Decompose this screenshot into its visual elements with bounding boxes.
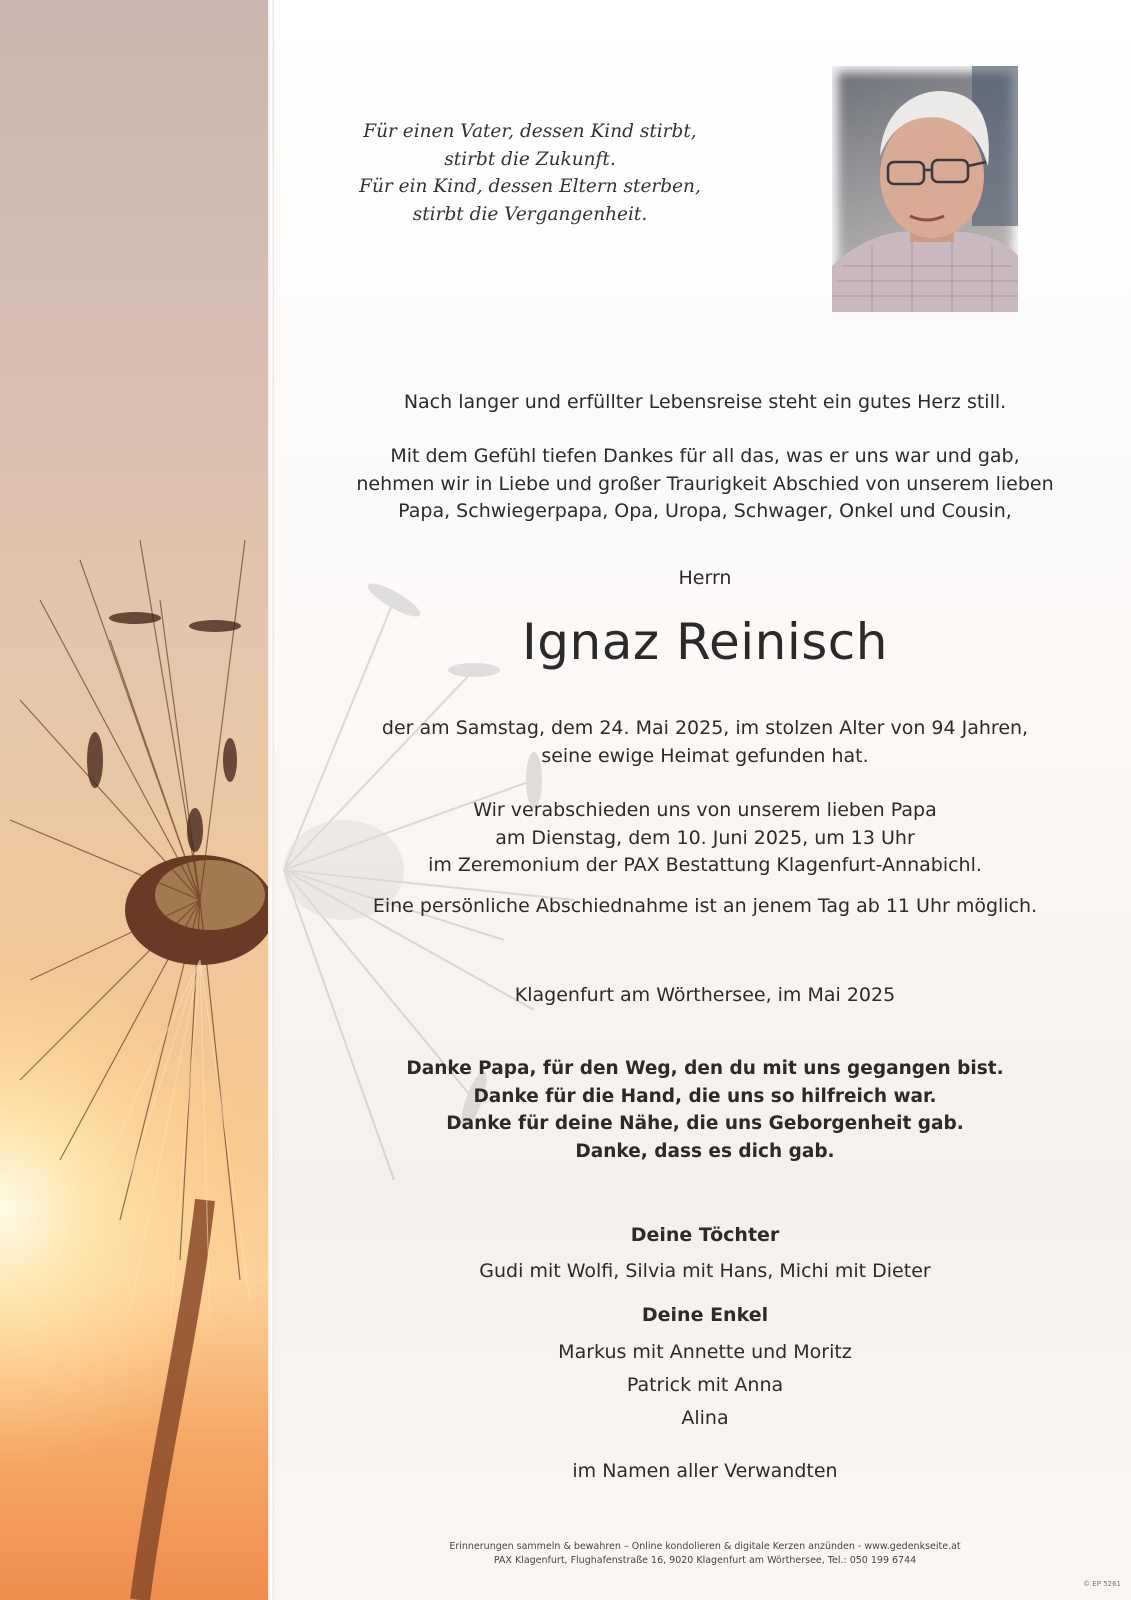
deceased-name: Ignaz Reinisch bbox=[522, 613, 888, 671]
death-info-line: seine ewige Heimat gefunden hat. bbox=[541, 744, 869, 767]
poem-line: stirbt die Zukunft. bbox=[444, 148, 616, 170]
farewell-line: am Dienstag, dem 10. Juni 2025, um 13 Uhr bbox=[495, 826, 915, 849]
intro-paragraph-line: Papa, Schwiegerpapa, Opa, Uropa, Schwager, Onkel und Cousin, bbox=[398, 500, 1012, 522]
viewing-text: Eine persönliche Abschiednahme ist an jenem Tag ab 11 Uhr möglich. bbox=[372, 895, 1038, 917]
closing-line bbox=[320, 1458, 1090, 1486]
thanks-verse bbox=[320, 1055, 1090, 1165]
intro-paragraph bbox=[320, 443, 1090, 526]
portrait-photo bbox=[832, 66, 1018, 312]
grandchildren-name: Alina bbox=[681, 1406, 729, 1429]
print-code: © EP 5261 bbox=[1083, 1580, 1121, 1588]
poem-line: Für einen Vater, dessen Kind stirbt, bbox=[363, 121, 697, 142]
closing-text: im Namen aller Verwandten bbox=[572, 1460, 838, 1482]
poem-line: Für ein Kind, dessen Eltern sterben, bbox=[359, 176, 701, 197]
grandchildren-heading: Deine Enkel bbox=[641, 1304, 769, 1326]
footer-line: Erinnerungen sammeln & bewahren – Online kondolieren & digitale Kerzen anzünden - www.gedenkseite.at bbox=[449, 1541, 961, 1552]
viewing-info bbox=[320, 893, 1090, 921]
intro-text: Nach langer und erfüllter Lebensreise steht ein gutes Herz still. bbox=[403, 391, 1007, 413]
daughters-names: Gudi mit Wolfi, Silvia mit Hans, Michi mit Dieter bbox=[479, 1259, 931, 1282]
place-date bbox=[320, 982, 1090, 1010]
death-info bbox=[320, 715, 1090, 770]
salutation bbox=[320, 565, 1090, 593]
footer-line: PAX Klagenfurt, Flughafenstraße 16, 9020 Klagenfurt am Wörthersee, Tel.: 050 199 6744 bbox=[493, 1555, 917, 1566]
salutation-text: Herrn bbox=[678, 567, 732, 589]
thanks-line: Danke, dass es dich gab. bbox=[575, 1140, 835, 1162]
grandchildren-name: Markus mit Annette und Moritz bbox=[558, 1340, 852, 1363]
thanks-line: Danke für die Hand, die uns so hilfreich war. bbox=[473, 1085, 937, 1107]
grandchildren-name: Patrick mit Anna bbox=[626, 1373, 784, 1396]
grandchildren-section bbox=[320, 1302, 1090, 1435]
poem-line: stirbt die Vergangenheit. bbox=[412, 203, 648, 225]
death-info-line: der am Samstag, dem 24. Mai 2025, im stolzen Alter von 94 Jahren, bbox=[381, 717, 1029, 739]
farewell-line: im Zeremonium der PAX Bestattung Klagenfurt-Annabichl. bbox=[428, 854, 982, 876]
intro-line bbox=[320, 389, 1090, 417]
intro-paragraph-line: nehmen wir in Liebe und großer Traurigkeit Abschied von unserem lieben bbox=[356, 472, 1054, 495]
daughters-section bbox=[320, 1222, 1090, 1285]
place-date-text: Klagenfurt am Wörthersee, im Mai 2025 bbox=[514, 984, 896, 1006]
intro-paragraph-line: Mit dem Gefühl tiefen Dankes für all das, was er uns war und gab, bbox=[390, 445, 1020, 467]
thanks-line: Danke für deine Nähe, die uns Geborgenheit gab. bbox=[446, 1113, 964, 1134]
farewell-details bbox=[320, 797, 1090, 880]
footer bbox=[320, 1540, 1090, 1568]
dandelion-sunset-photo bbox=[0, 0, 268, 1600]
thanks-line: Danke Papa, für den Weg, den du mit uns gegangen bist. bbox=[406, 1058, 1004, 1079]
farewell-line: Wir verabschieden uns von unserem lieben Papa bbox=[473, 799, 937, 821]
daughters-heading: Deine Töchter bbox=[630, 1224, 780, 1246]
memorial-poem bbox=[330, 118, 730, 228]
